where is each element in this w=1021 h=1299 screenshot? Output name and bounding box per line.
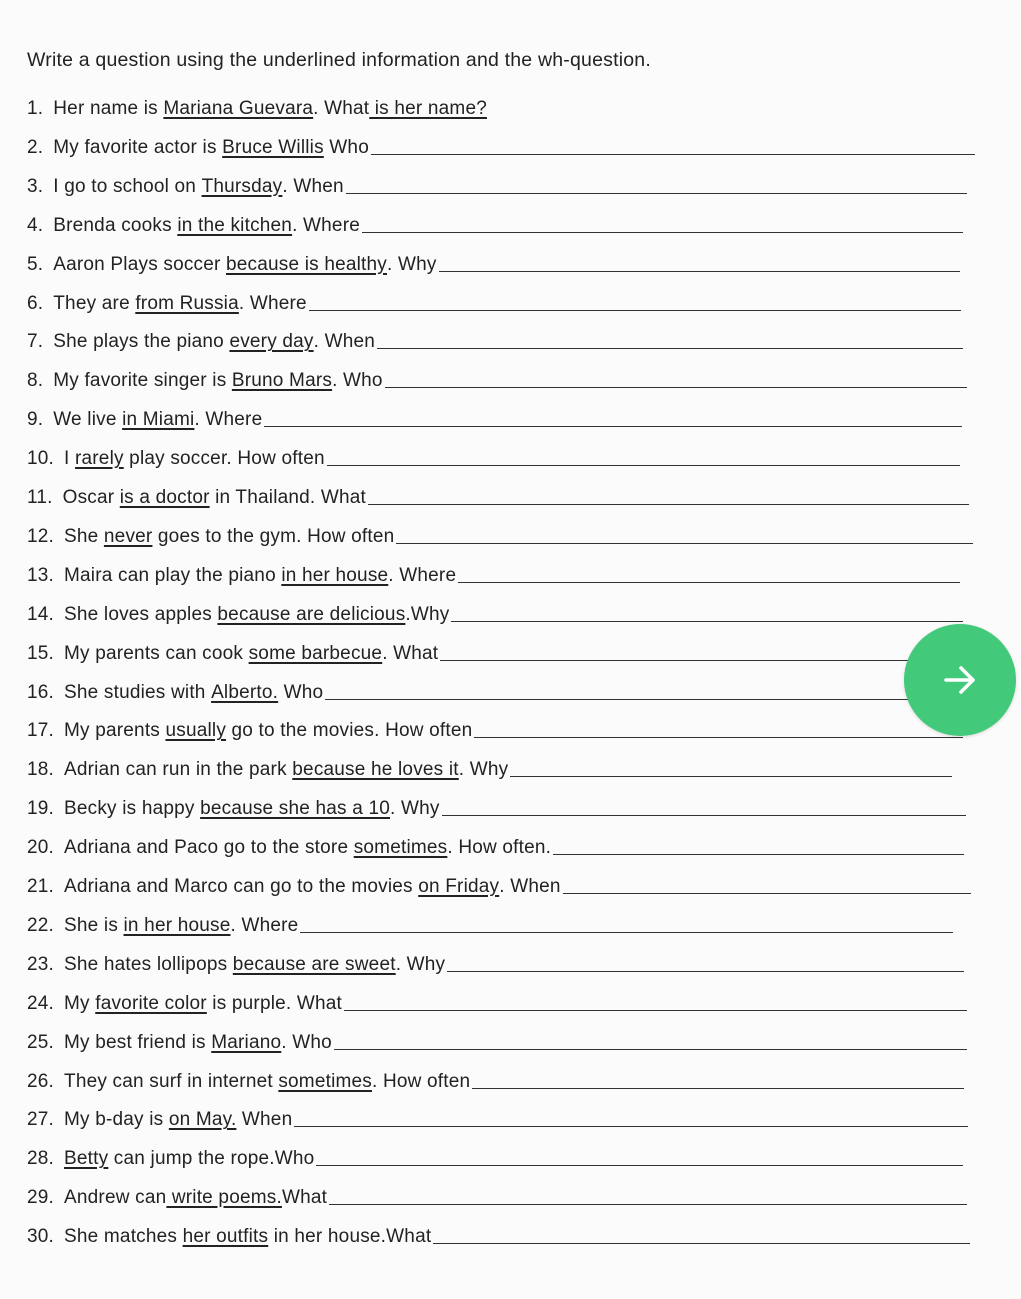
question-row bbox=[27, 520, 973, 548]
answer-blank[interactable] bbox=[377, 348, 963, 349]
question-row bbox=[27, 1065, 964, 1093]
underlined-info: in her house bbox=[123, 914, 231, 936]
question-number: 8. bbox=[27, 370, 44, 392]
answer-blank[interactable] bbox=[294, 1126, 968, 1127]
question-text: We live bbox=[53, 409, 123, 431]
question-number: 11. bbox=[27, 487, 53, 508]
underlined-info: Thursday bbox=[201, 175, 283, 197]
question-row bbox=[27, 676, 962, 704]
question-text: Oscar bbox=[62, 487, 120, 508]
question-number: 2. bbox=[27, 136, 44, 158]
underlined-info: because he loves it bbox=[292, 759, 459, 781]
question-row bbox=[27, 831, 964, 859]
question-number: 4. bbox=[27, 214, 44, 236]
question-text: Her name is bbox=[53, 98, 164, 119]
question-row bbox=[27, 559, 960, 587]
question-row bbox=[27, 403, 962, 431]
question-row bbox=[27, 131, 975, 159]
question-text: . Who bbox=[281, 1031, 332, 1053]
question-row bbox=[27, 714, 963, 742]
question-text: She matches bbox=[64, 1226, 183, 1248]
question-number: 27. bbox=[27, 1109, 55, 1131]
question-text: . Where bbox=[388, 564, 457, 586]
question-row bbox=[27, 170, 967, 198]
answer-blank[interactable] bbox=[362, 232, 963, 233]
question-number: 25. bbox=[27, 1031, 55, 1053]
question-text: Andrew can bbox=[64, 1187, 167, 1209]
question-text: . Why bbox=[395, 953, 446, 975]
question-number: 1. bbox=[27, 98, 44, 119]
underlined-info: her outfits bbox=[182, 1226, 269, 1248]
question-text: .Why bbox=[405, 603, 450, 625]
underlined-info: is a doctor bbox=[119, 487, 210, 508]
answer-blank[interactable] bbox=[300, 932, 953, 933]
question-text: . When bbox=[499, 876, 561, 897]
question-number: 6. bbox=[27, 292, 44, 314]
question-text: My best friend is bbox=[64, 1031, 212, 1053]
underlined-info: on May. bbox=[168, 1109, 237, 1131]
question-text: My favorite actor is bbox=[53, 136, 223, 158]
question-row bbox=[27, 248, 960, 276]
question-text: Aaron Plays soccer bbox=[53, 253, 227, 275]
question-number: 16. bbox=[27, 681, 55, 703]
question-number: 7. bbox=[27, 331, 44, 353]
answer-blank[interactable] bbox=[334, 1049, 967, 1050]
answer-blank[interactable] bbox=[439, 271, 960, 272]
question-text: What bbox=[281, 1187, 328, 1209]
underlined-info: because she has a 10 bbox=[200, 798, 391, 820]
question-number: 12. bbox=[27, 525, 55, 547]
underlined-info: some barbecue bbox=[248, 642, 383, 664]
answer-blank[interactable] bbox=[510, 776, 952, 777]
question-text: . Why bbox=[387, 253, 437, 275]
question-text: play soccer. How often bbox=[123, 448, 325, 470]
question-text: They are bbox=[53, 292, 136, 314]
underlined-info: because are sweet bbox=[232, 953, 396, 975]
question-text: She loves apples bbox=[64, 603, 218, 625]
underlined-info: Betty bbox=[64, 1148, 109, 1170]
question-number: 28. bbox=[27, 1148, 55, 1170]
question-row bbox=[27, 287, 961, 315]
question-text: I bbox=[64, 448, 75, 470]
answer-blank[interactable] bbox=[553, 854, 964, 855]
question-row bbox=[27, 481, 969, 509]
answer-blank[interactable] bbox=[396, 543, 973, 544]
question-text: . Where bbox=[292, 214, 360, 236]
underlined-info: in the kitchen bbox=[177, 214, 293, 236]
question-row bbox=[27, 364, 967, 392]
answer-blank[interactable] bbox=[371, 154, 975, 155]
question-number: 18. bbox=[27, 759, 55, 781]
question-number: 5. bbox=[27, 253, 44, 275]
question-text: My b-day is bbox=[64, 1109, 169, 1131]
question-text: My favorite singer is bbox=[53, 370, 232, 392]
question-text: . Why bbox=[390, 798, 440, 820]
question-row bbox=[27, 753, 952, 781]
answer-blank[interactable] bbox=[327, 465, 960, 466]
question-text: . When bbox=[282, 175, 344, 197]
answer-blank[interactable] bbox=[385, 387, 967, 388]
question-text: My parents bbox=[64, 720, 166, 742]
question-row bbox=[27, 1103, 968, 1131]
question-text: Who bbox=[323, 136, 369, 158]
question-row bbox=[27, 909, 953, 937]
answer-blank[interactable] bbox=[563, 893, 971, 894]
question-text: Becky is happy bbox=[64, 798, 201, 820]
question-text: in Thailand. What bbox=[209, 487, 367, 508]
underlined-info: usually bbox=[165, 720, 227, 742]
question-text: . How often. bbox=[447, 837, 552, 859]
answer-blank[interactable] bbox=[325, 699, 962, 700]
underlined-info: favorite color bbox=[95, 992, 207, 1014]
answer-blank[interactable] bbox=[368, 504, 969, 505]
question-text: She is bbox=[64, 914, 124, 936]
answer-blank[interactable] bbox=[451, 621, 963, 622]
question-text: . Where bbox=[194, 409, 263, 431]
question-number: 29. bbox=[27, 1187, 55, 1209]
question-number: 24. bbox=[27, 992, 55, 1014]
question-number: 3. bbox=[27, 175, 44, 197]
question-number: 30. bbox=[27, 1226, 55, 1248]
question-number: 9. bbox=[27, 409, 44, 431]
underlined-info: Bruno Mars bbox=[231, 370, 333, 392]
question-text: She hates lollipops bbox=[64, 953, 233, 975]
question-row bbox=[27, 1142, 963, 1170]
question-text: . Why bbox=[458, 759, 509, 781]
question-text: Adriana and Marco can go to the movies bbox=[64, 876, 419, 897]
question-number: 17. bbox=[27, 720, 55, 742]
question-text: . How often bbox=[371, 1070, 471, 1092]
answer-blank[interactable] bbox=[316, 1165, 963, 1166]
question-number: 10. bbox=[27, 448, 55, 470]
answer-blank[interactable] bbox=[474, 737, 963, 738]
underlined-info: sometimes bbox=[353, 837, 448, 859]
underlined-info: sometimes bbox=[278, 1070, 372, 1092]
question-number: 20. bbox=[27, 837, 55, 859]
question-text: . When bbox=[313, 331, 376, 353]
question-text: . What bbox=[313, 98, 370, 119]
question-number: 22. bbox=[27, 914, 55, 936]
question-text: My bbox=[64, 992, 96, 1014]
underlined-info: Mariana Guevara bbox=[163, 98, 314, 119]
question-text: Who bbox=[278, 681, 324, 703]
question-text: goes to the gym. How often bbox=[152, 525, 395, 547]
question-number: 23. bbox=[27, 953, 55, 975]
question-text: Adrian can run in the park bbox=[64, 759, 293, 781]
question-text: . Where bbox=[230, 914, 299, 936]
underlined-info: Bruce Willis bbox=[222, 136, 324, 158]
answer-blank[interactable] bbox=[458, 582, 960, 583]
question-text: They can surf in internet bbox=[64, 1070, 279, 1092]
question-row bbox=[27, 209, 963, 237]
answer-blank[interactable] bbox=[442, 815, 966, 816]
question-text: can jump the rope.Who bbox=[108, 1148, 315, 1170]
underlined-info: write poems. bbox=[166, 1187, 282, 1209]
question-text: My parents can cook bbox=[64, 642, 249, 664]
answer-blank[interactable] bbox=[472, 1088, 964, 1089]
question-text: I go to school on bbox=[53, 175, 202, 197]
question-row bbox=[27, 1181, 967, 1209]
question-text: go to the movies. How often bbox=[226, 720, 473, 742]
question-text: When bbox=[236, 1109, 293, 1131]
answer-blank[interactable] bbox=[329, 1204, 967, 1205]
question-number: 13. bbox=[27, 564, 55, 586]
question-text: . What bbox=[382, 642, 439, 664]
underlined-info: never bbox=[103, 525, 153, 547]
question-text: Brenda cooks bbox=[53, 214, 178, 236]
underlined-info: rarely bbox=[74, 448, 124, 470]
question-text: is purple. What bbox=[206, 992, 343, 1014]
question-row bbox=[27, 598, 963, 626]
question-text: She bbox=[64, 525, 104, 547]
question-row bbox=[27, 870, 971, 898]
underlined-info: in her house bbox=[281, 564, 389, 586]
answer-blank[interactable] bbox=[440, 660, 962, 661]
question-number: 19. bbox=[27, 798, 55, 820]
question-number: 26. bbox=[27, 1070, 55, 1092]
answer-blank[interactable] bbox=[433, 1243, 970, 1244]
answer-blank[interactable] bbox=[346, 193, 967, 194]
question-text: . Where bbox=[238, 292, 307, 314]
question-text: in her house.What bbox=[268, 1226, 432, 1248]
underlined-info: because are delicious bbox=[217, 603, 406, 625]
underlined-info: on Friday bbox=[418, 876, 500, 897]
underlined-info: Mariano bbox=[211, 1031, 282, 1053]
question-row bbox=[27, 1026, 967, 1054]
question-number: 15. bbox=[27, 642, 55, 664]
underlined-info: because is healthy bbox=[226, 253, 387, 275]
underlined-info: in Miami bbox=[122, 409, 195, 431]
underlined-info: is her name? bbox=[369, 98, 487, 119]
question-number: 14. bbox=[27, 603, 55, 625]
question-row bbox=[27, 1220, 970, 1248]
question-row bbox=[27, 325, 963, 353]
answer-blank[interactable] bbox=[344, 1010, 967, 1011]
underlined-info: Alberto. bbox=[211, 681, 279, 703]
question-text: . Who bbox=[332, 370, 383, 392]
answer-blank[interactable] bbox=[309, 310, 961, 311]
question-text: Adriana and Paco go to the store bbox=[64, 837, 354, 859]
arrow-right-icon bbox=[938, 658, 982, 702]
question-text: She plays the piano bbox=[53, 331, 230, 353]
question-text: Maira can play the piano bbox=[64, 564, 282, 586]
underlined-info: from Russia bbox=[135, 292, 239, 314]
answer-blank[interactable] bbox=[264, 426, 962, 427]
underlined-info: every day bbox=[229, 331, 314, 353]
question-row bbox=[27, 637, 962, 665]
question-text: She studies with bbox=[64, 681, 212, 703]
next-button[interactable] bbox=[904, 624, 1016, 736]
instructions: Write a question using the underlined information and the wh-question. bbox=[27, 49, 651, 71]
question-number: 21. bbox=[27, 876, 55, 897]
question-row bbox=[27, 987, 967, 1015]
question-row bbox=[27, 948, 964, 976]
answer-blank[interactable] bbox=[447, 971, 964, 972]
question-row bbox=[27, 442, 960, 470]
question-row bbox=[27, 792, 966, 820]
